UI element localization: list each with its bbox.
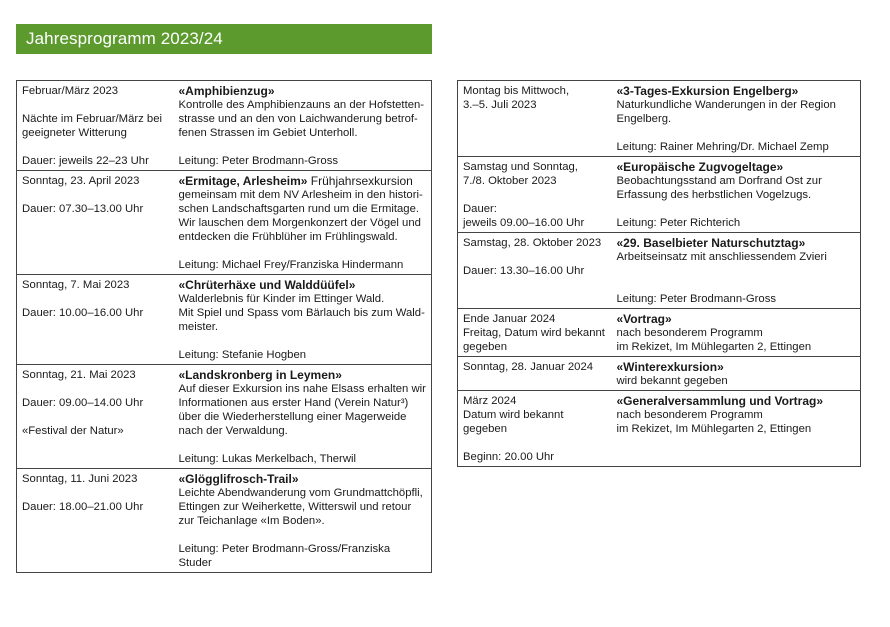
event-date-cell	[458, 309, 612, 357]
event-detail-cell	[612, 157, 861, 233]
event-date-line: Dauer: 18.00–21.00 Uhr	[22, 501, 144, 513]
event-leader: Leitung: Lukas Merkelbach, Therwil	[178, 453, 356, 465]
event-date-cell	[458, 391, 612, 467]
event-date-line: 7./8. Oktober 2023	[463, 175, 557, 187]
event-description-line: meister.	[178, 321, 219, 333]
event-row	[17, 469, 432, 573]
event-date-line: Sonntag, 28. Januar 2024	[463, 361, 594, 373]
event-description-line: wird bekannt gegeben	[616, 375, 728, 387]
event-date-cell	[17, 275, 174, 365]
event-date-line: 3.–5. Juli 2023	[463, 99, 537, 111]
event-title	[179, 368, 427, 382]
event-description-line: Ettingen zur Weiherkette, Witterswil und retour	[178, 501, 412, 513]
event-title	[617, 360, 856, 374]
event-date-line: Dauer: 13.30–16.00 Uhr	[463, 265, 585, 277]
event-detail-cell	[612, 233, 861, 309]
event-date-line: Ende Januar 2024	[463, 313, 556, 325]
event-date-cell	[17, 365, 174, 469]
event-date-line: gegeben	[463, 423, 507, 435]
event-title	[617, 84, 856, 98]
event-date-cell	[458, 157, 612, 233]
event-detail-cell	[174, 81, 432, 171]
event-description-line: Walderlebnis für Kinder im Ettinger Wald.	[178, 293, 385, 305]
event-date-line: Beginn: 20.00 Uhr	[463, 451, 555, 463]
event-description-line: Leichte Abendwanderung vom Grundmattchöpfli,	[178, 487, 423, 499]
event-leader: Leitung: Peter Brodmann-Gross	[178, 155, 338, 167]
event-date-line: Freitag, Datum wird bekannt	[463, 327, 605, 339]
event-title	[617, 312, 856, 326]
event-description-line: Erfassung des herbstlichen Vogelzugs.	[616, 189, 812, 201]
page-title: Jahresprogramm 2023/24	[16, 24, 432, 54]
event-row	[458, 233, 861, 309]
event-description-line: fenen Strassen im Gebiet Unterholl.	[178, 127, 358, 139]
event-row	[17, 81, 432, 171]
event-date-line: Sonntag, 7. Mai 2023	[22, 279, 130, 291]
event-title-text: «Landskronberg in Leymen»	[178, 368, 342, 382]
event-description-line: Kontrolle des Amphibienzauns an der Hofstetten-	[178, 99, 425, 111]
event-date-line: «Festival der Natur»	[22, 425, 124, 437]
event-date-line: Montag bis Mittwoch,	[463, 85, 570, 97]
event-detail-cell	[174, 469, 432, 573]
event-date-line: Dauer:	[463, 203, 497, 215]
event-title	[179, 174, 427, 188]
event-title	[179, 472, 427, 486]
event-title-suffix: Frühjahrsexkursion	[307, 174, 413, 188]
event-description-line: nach der Verwaldung.	[178, 425, 288, 437]
event-date-line: Sonntag, 21. Mai 2023	[22, 369, 136, 381]
event-detail-cell	[174, 171, 432, 275]
event-description-line: Arbeitseinsatz mit anschliessendem Zvieri	[616, 251, 827, 263]
event-description-line: zur Teichanlage «Im Boden».	[178, 515, 325, 527]
event-date-line: Dauer: 10.00–16.00 Uhr	[22, 307, 144, 319]
event-row	[458, 357, 861, 391]
event-date-line: Dauer: jeweils 22–23 Uhr	[22, 155, 149, 167]
event-description-line: strasse und an den von Laichwanderung betrof-	[178, 113, 418, 125]
event-description-line: Informationen aus erster Hand (Verein Natur³)	[178, 397, 409, 409]
event-leader: Leitung: Peter Richterich	[616, 217, 741, 229]
event-description-line: entdecken die Frühblüher im Frühlingswald.	[178, 231, 398, 243]
event-title	[617, 160, 856, 174]
event-date-line: Dauer: 09.00–14.00 Uhr	[22, 397, 144, 409]
event-description-line: gemeinsam mit dem NV Arlesheim in den histori-	[178, 189, 423, 201]
event-date-line: Februar/März 2023	[22, 85, 119, 97]
event-detail-cell	[174, 275, 432, 365]
event-description-line: Engelberg.	[616, 113, 672, 125]
event-date-line: geeigneter Witterung	[22, 127, 127, 139]
event-description-line: über die Wiederherstellung einer Magerweide	[178, 411, 407, 423]
event-title-text: «29. Baselbieter Naturschutztag»	[616, 236, 806, 250]
event-leader: Leitung: Rainer Mehring/Dr. Michael Zemp	[616, 141, 829, 153]
event-date-cell	[458, 233, 612, 309]
event-row	[458, 157, 861, 233]
event-detail-cell	[612, 391, 861, 467]
event-date-line: Sonntag, 11. Juni 2023	[22, 473, 138, 485]
event-date-line: Samstag und Sonntag,	[463, 161, 578, 173]
event-row	[458, 391, 861, 467]
event-description-line: Wir lauschen dem Morgenkonzert der Vögel und	[178, 217, 421, 229]
event-description-line: Auf dieser Exkursion ins nahe Elsass erhalten wir	[178, 383, 426, 395]
event-detail-cell	[612, 357, 861, 391]
event-title	[179, 84, 427, 98]
event-description-line: nach besonderem Programm	[616, 409, 763, 421]
event-title-text: «Vortrag»	[616, 312, 672, 326]
event-date-cell	[17, 469, 174, 573]
event-date-cell	[17, 81, 174, 171]
event-table-right	[457, 80, 861, 467]
event-description-line: im Rekizet, Im Mühlegarten 2, Ettingen	[616, 423, 812, 435]
event-description-line: nach besonderem Programm	[616, 327, 763, 339]
event-detail-cell	[174, 365, 432, 469]
event-date-cell	[458, 81, 612, 157]
event-description-line: schen Landschaftsgarten rund um die Ermitage.	[178, 203, 420, 215]
event-leader: Leitung: Peter Brodmann-Gross	[616, 293, 776, 305]
event-leader: Leitung: Stefanie Hogben	[178, 349, 307, 361]
event-date-line: jeweils 09.00–16.00 Uhr	[463, 217, 585, 229]
event-title	[617, 236, 856, 250]
event-row	[458, 309, 861, 357]
event-title-text: «3-Tages-Exkursion Engelberg»	[616, 84, 799, 98]
event-row	[17, 365, 432, 469]
event-row	[17, 275, 432, 365]
event-leader: Leitung: Peter Brodmann-Gross/Franziska Studer	[178, 543, 391, 569]
event-date-cell	[17, 171, 174, 275]
event-date-line: gegeben	[463, 341, 507, 353]
event-title-text: «Europäische Zugvogeltage»	[616, 160, 784, 174]
event-title	[179, 278, 427, 292]
event-date-line: Sonntag, 23. April 2023	[22, 175, 140, 187]
event-title-text: «Winterexkursion»	[616, 360, 724, 374]
event-description-line: Mit Spiel und Spass vom Bärlauch bis zum Wald-	[178, 307, 425, 319]
event-leader: Leitung: Michael Frey/Franziska Hindermann	[178, 259, 404, 271]
event-detail-cell	[612, 309, 861, 357]
event-title-text: «Generalversammlung und Vortrag»	[616, 394, 824, 408]
event-row	[17, 171, 432, 275]
event-title-text: «Chrüterhäxe und Walddüüfel»	[178, 278, 356, 292]
event-description-line: Beobachtungsstand am Dorfrand Ost zur	[616, 175, 822, 187]
event-date-line: März 2024	[463, 395, 517, 407]
event-detail-cell	[612, 81, 861, 157]
event-date-line: Samstag, 28. Oktober 2023	[463, 237, 602, 249]
event-date-line: Datum wird bekannt	[463, 409, 564, 421]
event-date-line: Nächte im Februar/März bei	[22, 113, 163, 125]
event-title	[617, 394, 856, 408]
event-description-line: Naturkundliche Wanderungen in der Region	[616, 99, 836, 111]
event-title-text: «Amphibienzug»	[178, 84, 275, 98]
event-description-line: im Rekizet, Im Mühlegarten 2, Ettingen	[616, 341, 812, 353]
event-row	[458, 81, 861, 157]
event-date-cell	[458, 357, 612, 391]
event-title-text: «Ermitage, Arlesheim»	[178, 174, 308, 188]
event-date-line: Dauer: 07.30–13.00 Uhr	[22, 203, 144, 215]
event-table-left	[16, 80, 432, 573]
event-title-text: «Glögglifrosch-Trail»	[178, 472, 299, 486]
